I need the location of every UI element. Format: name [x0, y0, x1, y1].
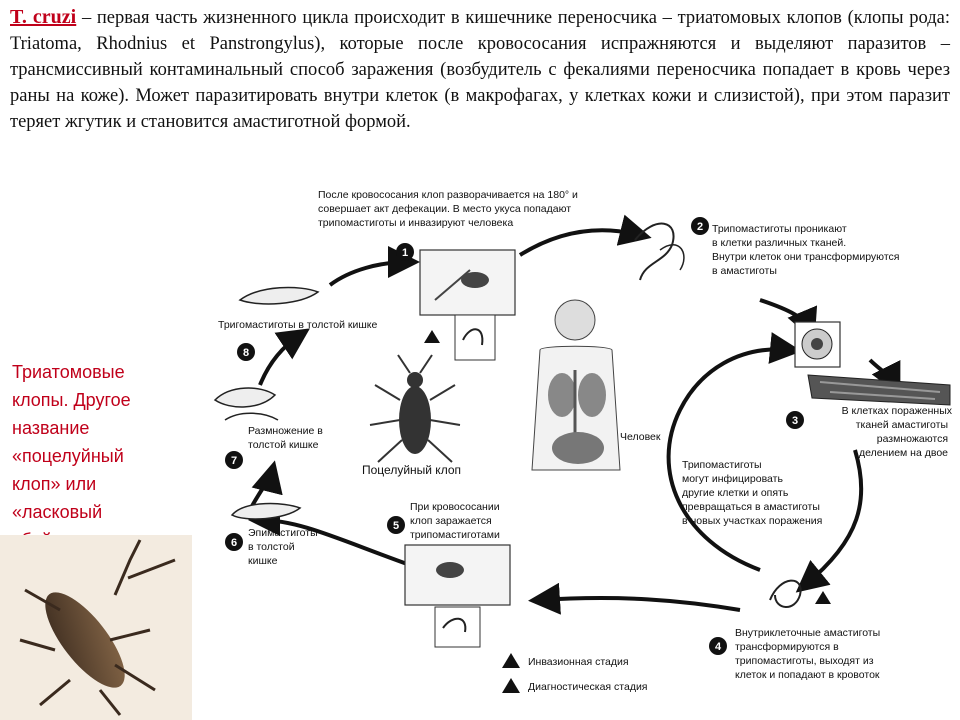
step5-text — [410, 501, 500, 541]
legend-diagnostic-text: Диагностическая стадия — [528, 681, 648, 693]
legend-invasion-text: Инвазионная стадия — [528, 656, 629, 668]
trypomastigote-step8-icon — [240, 287, 318, 304]
side-note-line: Триатомовые — [12, 362, 125, 382]
muscle-tissue-icon — [808, 375, 950, 405]
step5-line: При кровососании — [410, 501, 500, 513]
side-note-line: «поцелуйный — [12, 446, 124, 466]
note-top — [318, 189, 578, 229]
step2-line: Внутри клеток они трансформируются — [712, 251, 900, 263]
intro-line-2: триатомовых клопов (клопы рода: Triatoma, Rhodnius et Panstrongylus), которые после — [10, 8, 951, 54]
bug-head-icon — [407, 372, 423, 388]
step6-line: кишке — [248, 555, 278, 567]
bug-feeding-icon — [436, 562, 464, 578]
intro-line-1: – первая часть жизненного цикла происходит в кишечнике переносчика – — [76, 8, 672, 28]
step1-number: 1 — [401, 247, 409, 259]
center-text — [682, 459, 822, 527]
intro-line-4: способ заражения (возбудитель с фекалиями переносчика попадает в кровь через раны на — [10, 60, 951, 106]
step2-line: Трипомастиготы проникают — [712, 223, 847, 235]
epimastigote-icon — [232, 504, 300, 520]
human-label: Человек — [620, 431, 661, 443]
step2-number: 2 — [696, 221, 704, 233]
step7-line: Размножение в — [248, 425, 323, 437]
step1-zoom-box — [455, 315, 495, 360]
step5-number: 5 — [392, 520, 400, 532]
step3-number: 3 — [791, 415, 799, 427]
dividing-parasite-icon — [215, 388, 275, 407]
step2-line: в клетки различных тканей. — [712, 237, 847, 249]
kissing-bug-illustration — [370, 355, 460, 462]
human-lung-left-icon — [548, 373, 576, 417]
step6-line: Эпимастиготы — [248, 527, 318, 539]
step3-text — [842, 405, 953, 459]
step4-line: клеток и попадают в кровоток — [735, 669, 880, 681]
human-head-icon — [555, 300, 595, 340]
step4-line: трипомастиготы, выходят из — [735, 655, 874, 667]
note-top-line: совершает акт дефекации. В место укуса попадают — [318, 203, 572, 215]
dividing-parasite-b-icon — [225, 413, 278, 420]
intro-line-6: при этом паразит теряет жгутик и становится амастиготной формой. — [10, 86, 951, 132]
step3-line: делением на двое — [858, 447, 948, 459]
step7-number: 7 — [230, 455, 238, 467]
center-line: могут инфицировать — [682, 473, 783, 485]
intro-term: T. cruzi — [10, 6, 77, 28]
note-top-line: После кровососания клоп разворачивается на 180° и — [318, 189, 578, 201]
step5-line: трипомастиготами — [410, 529, 500, 541]
step3-line: тканей амастиготы — [855, 419, 948, 431]
step5-line: клоп заражается — [410, 515, 492, 527]
note-top-line: трипомастиготы и инвазируют человека — [318, 217, 514, 229]
intro-line-5: коже). Может паразитировать внутри клеток (в макрофагах, у клетках кожи и слизистой), — [80, 86, 805, 106]
center-line: Трипомастиготы — [682, 459, 762, 471]
step5-zoom-box — [435, 607, 480, 647]
legend — [502, 653, 648, 693]
amastigote-step4-icon — [770, 581, 801, 607]
step4-text — [735, 627, 880, 681]
bug-label: Поцелуйный клоп — [362, 463, 461, 477]
human-intestine-icon — [552, 432, 604, 464]
legend-diagnostic-symbol: д — [508, 686, 514, 693]
step2-text — [712, 223, 899, 277]
side-note-line: название — [12, 418, 90, 438]
step6-text — [248, 527, 318, 567]
arrow-1-to-2 — [520, 230, 640, 255]
center-line: в новых участках поражения — [682, 515, 823, 527]
side-note-line: клоп» или — [12, 474, 97, 494]
center-line: превращаться в амастиготы — [682, 501, 820, 513]
side-note-line: клопы. Другое — [12, 390, 131, 410]
step7-line: толстой кишке — [248, 439, 319, 451]
invasion-stage-symbol: и — [430, 336, 434, 343]
step8-number: 8 — [242, 347, 250, 359]
step6-line: в толстой — [248, 541, 295, 553]
trypomastigote-step2-icon — [635, 224, 674, 280]
bug-photo — [0, 535, 192, 720]
human-lung-right-icon — [578, 373, 606, 417]
step3-line: размножаются — [876, 433, 948, 445]
arrow-7-to-8 — [260, 335, 300, 385]
side-note-line: «ласковый — [12, 502, 103, 522]
step7-text — [248, 425, 323, 451]
human-illustration — [532, 300, 620, 470]
arrow-4-to-5 — [540, 598, 740, 610]
legend-invasion-symbol: и — [509, 661, 513, 668]
bug-body-icon — [399, 386, 431, 454]
cell-nucleus-icon — [811, 338, 823, 350]
arrow-8-to-1 — [330, 262, 408, 285]
step4-line: Внутриклеточные амастиготы — [735, 627, 881, 639]
step3-line: В клетках пораженных — [841, 405, 952, 417]
intro-line-3: кровососания испражняются и выделяют паразитов – трансмиссивный контаминальный — [10, 34, 951, 80]
step4-line: трансформируются в — [735, 641, 839, 653]
step6-number: 6 — [230, 537, 238, 549]
step4-number: 4 — [714, 641, 722, 653]
center-line: другие клетки и опять — [682, 487, 789, 499]
diagnostic-stage-symbol: д — [820, 597, 826, 604]
step2-line: в амастиготы — [712, 265, 777, 277]
step8-text: Тригомастиготы в толстой кишке — [218, 319, 378, 331]
